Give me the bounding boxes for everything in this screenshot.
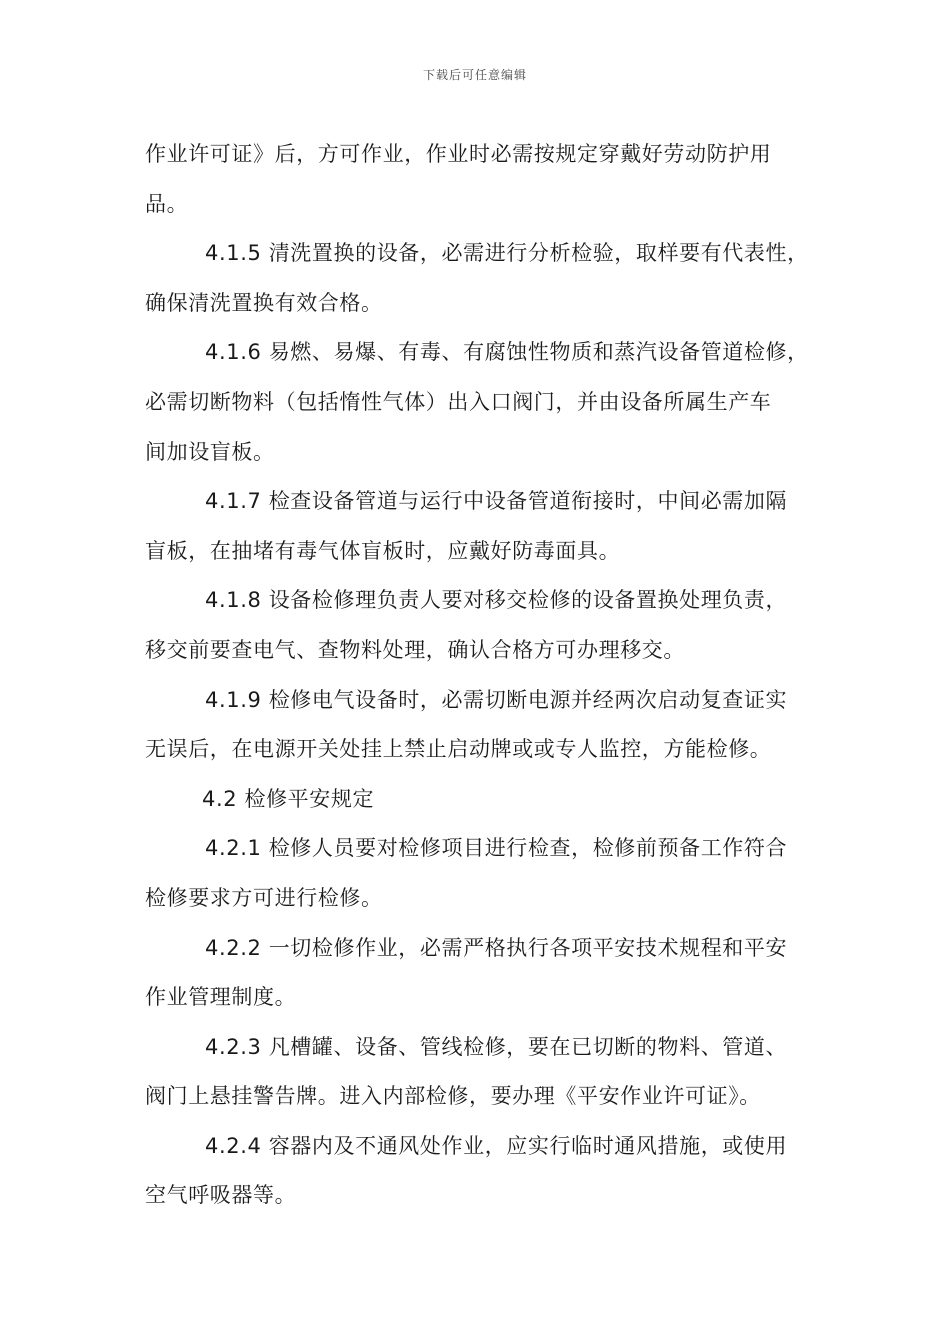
- paragraph-line: 空气呼吸器等。: [145, 1183, 297, 1208]
- paragraph-line: 盲板，在抽堵有毒气体盲板时，应戴好防毒面具。: [145, 538, 621, 563]
- paragraph-line: 必需切断物料（包括惰性气体）出入口阀门，并由设备所属生产车: [145, 389, 772, 414]
- paragraph-line: 阀门上悬挂警告牌。进入内部检修，要办理《平安作业许可证》。: [145, 1084, 761, 1109]
- paragraph-line: 4.2.2 一切检修作业，必需严格执行各项平安技术规程和平安: [205, 935, 788, 960]
- paragraph-line: 4.2.1 检修人员要对检修项目进行检查，检修前预备工作符合: [205, 836, 788, 861]
- paragraph-line: 检修要求方可进行检修。: [145, 885, 383, 910]
- paragraph-line: 移交前要查电气、查物料处理，确认合格方可办理移交。: [145, 637, 685, 662]
- paragraph-line: 无误后，在电源开关处挂上禁止启动牌或或专人监控，方能检修。: [145, 737, 772, 762]
- paragraph-line: 4.1.9 检修电气设备时，必需切断电源并经两次启动复查证实: [205, 687, 788, 712]
- paragraph-line: 4.1.6 易燃、易爆、有毒、有腐蚀性物质和蒸汽设备管道检修，: [205, 340, 809, 365]
- paragraph-line: 作业许可证》后，方可作业，作业时必需按规定穿戴好劳动防护用: [145, 142, 772, 166]
- section-heading: 4.2 检修平安规定: [202, 786, 375, 811]
- paragraph-line: 4.2.4 容器内及不通风处作业，应实行临时通风措施，或使用: [205, 1133, 788, 1158]
- paragraph-line: 4.1.5 清洗置换的设备，必需进行分析检验，取样要有代表性，: [205, 241, 809, 266]
- document-body: [145, 130, 825, 1221]
- page-header: 下载后可任意编辑: [422, 68, 527, 82]
- paragraph-line: 品。: [145, 191, 189, 216]
- paragraph-line: 4.2.3 凡槽罐、设备、管线检修，要在已切断的物料、管道、: [205, 1034, 788, 1059]
- paragraph-line: 确保清洗置换有效合格。: [145, 290, 383, 315]
- paragraph-line: 4.1.7 检查设备管道与运行中设备管道衔接时，中间必需加隔: [205, 489, 788, 514]
- paragraph-line: 作业管理制度。: [145, 985, 297, 1010]
- paragraph-line: 间加设盲板。: [145, 439, 275, 464]
- paragraph-line: 4.1.8 设备检修理负责人要对移交检修的设备置换处理负责，: [205, 588, 788, 613]
